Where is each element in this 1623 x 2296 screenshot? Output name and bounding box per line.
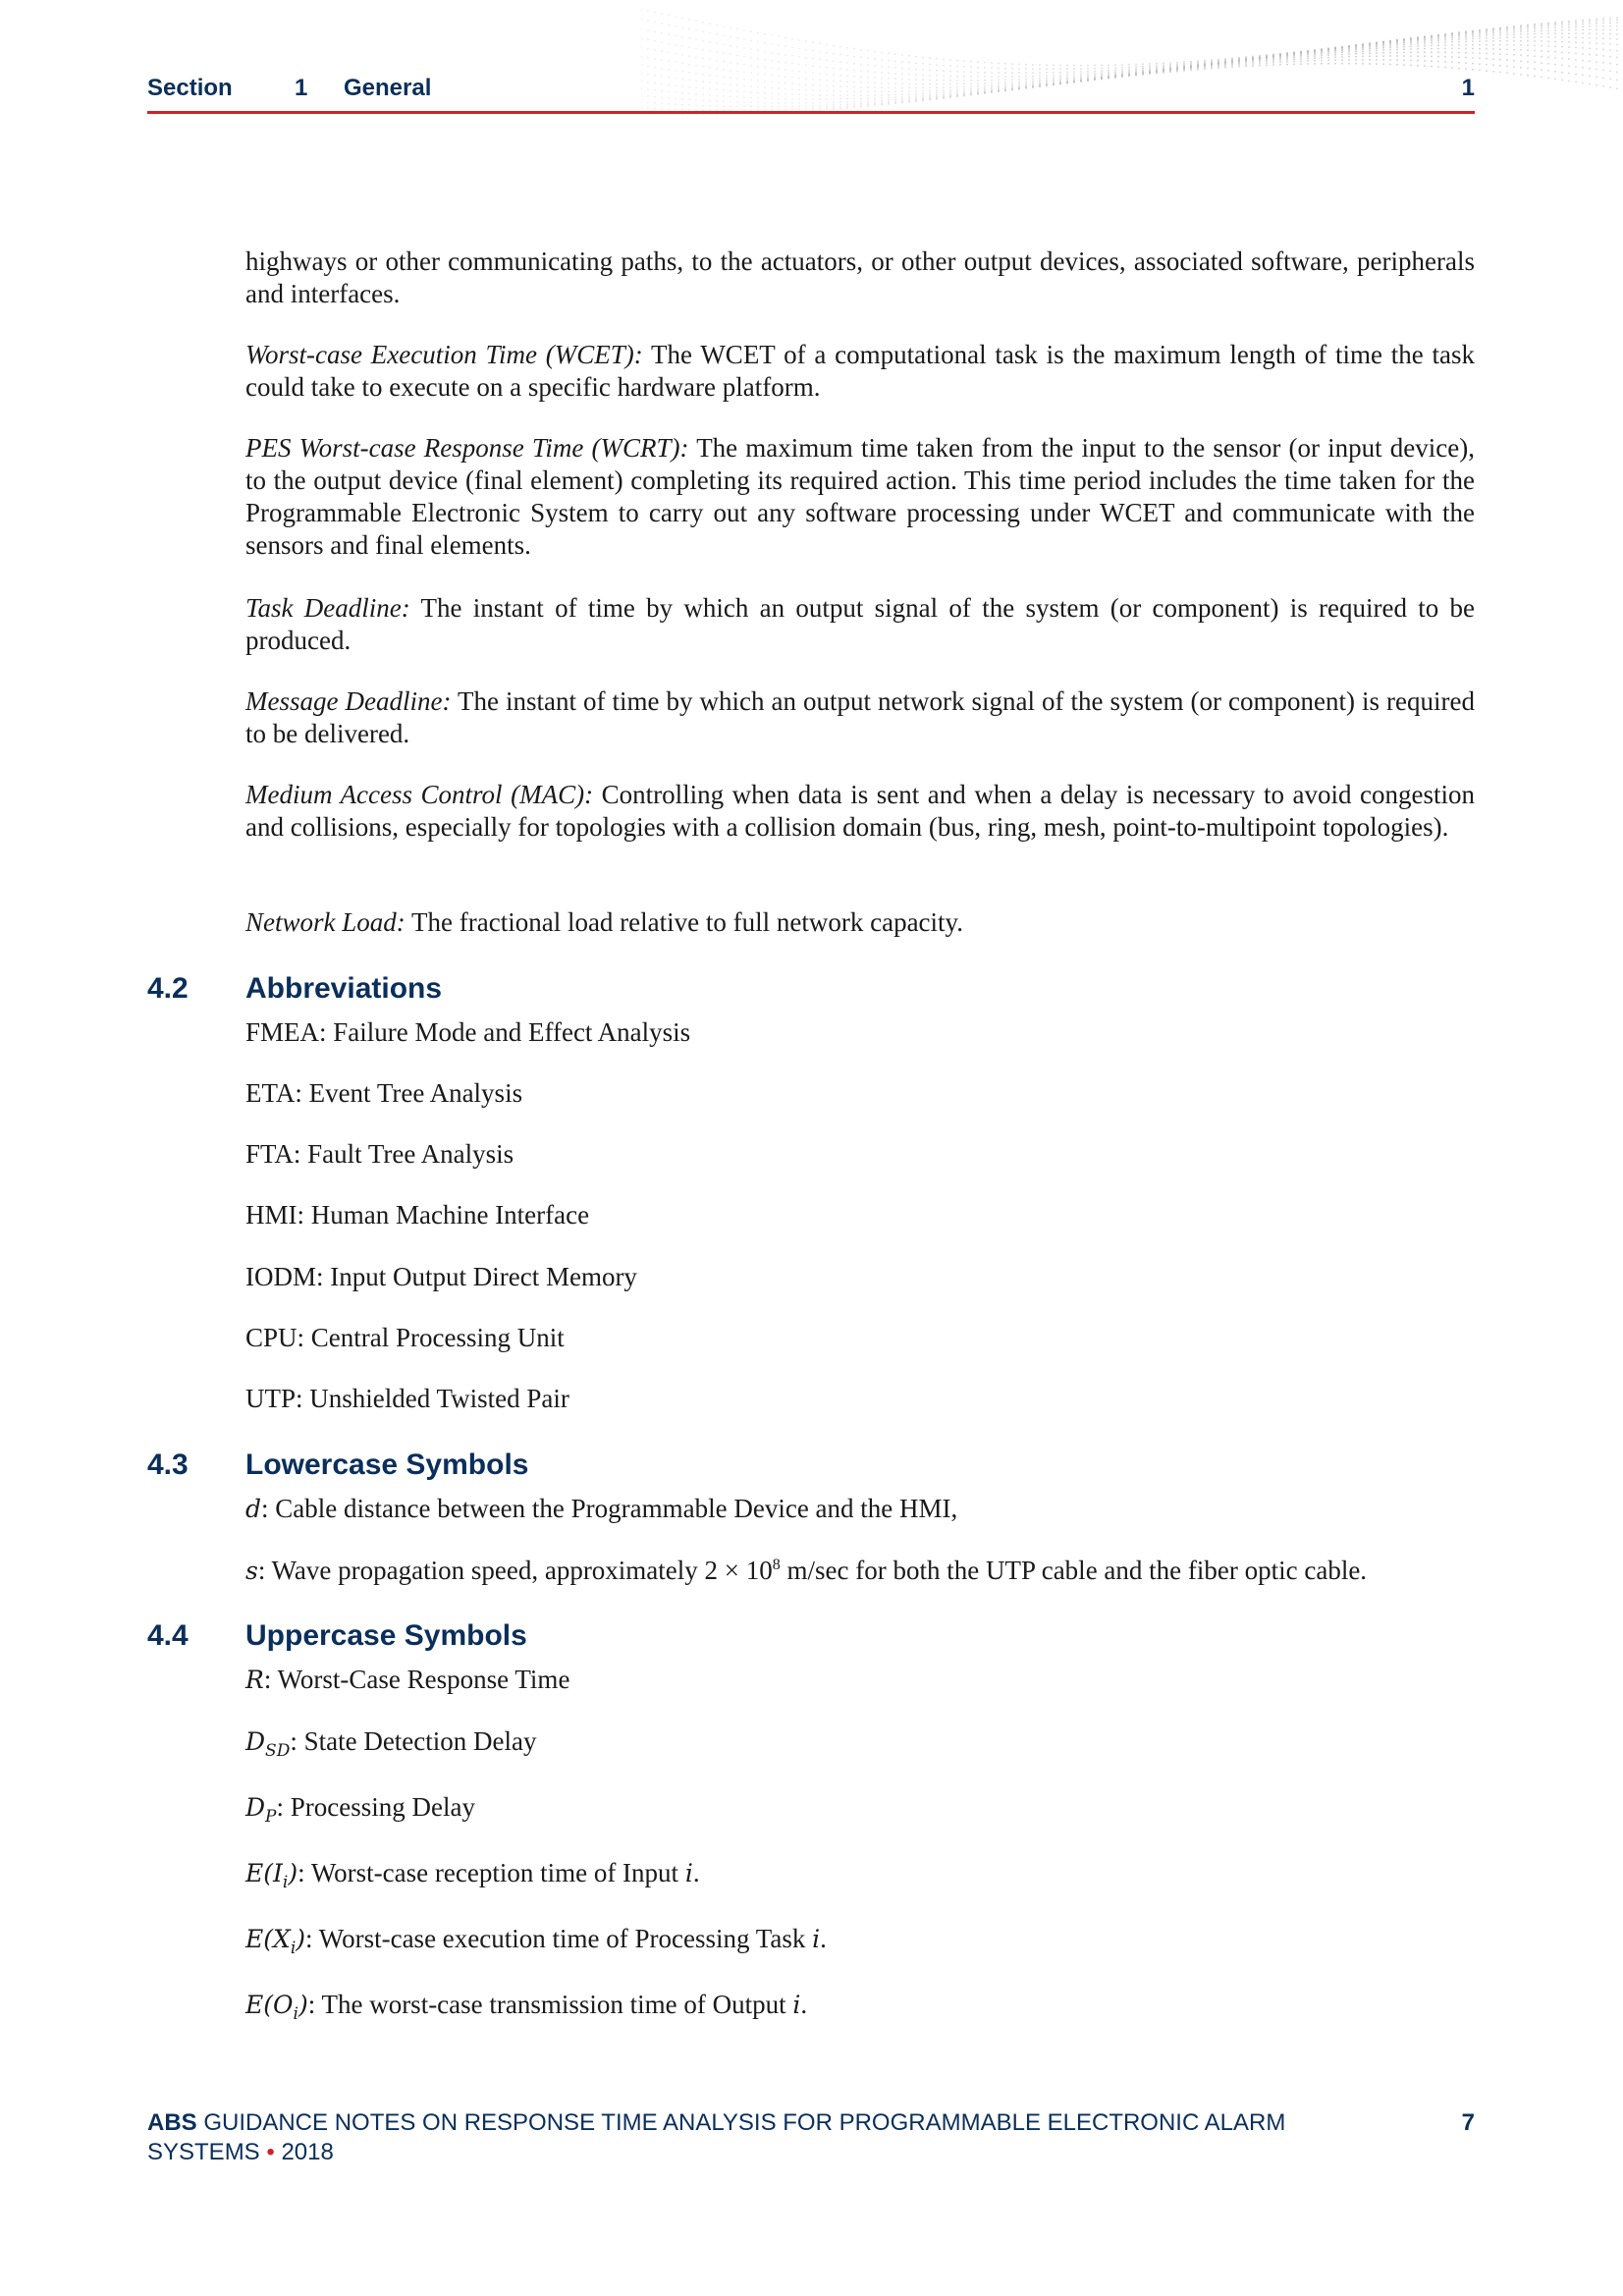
symbol-item	[245, 1989, 807, 2031]
symbol: E(X	[245, 1925, 291, 1953]
symbol-subscript: P	[265, 1807, 277, 1827]
definition-text: highways or other communicating paths, to the actuators, or other output devices, associated software, peripherals and interfaces.	[245, 246, 1475, 308]
abbreviation-item: FTA: Fault Tree Analysis	[245, 1139, 514, 1169]
definition-paragraph	[245, 432, 1475, 562]
section-number: 4.2	[147, 972, 189, 1005]
symbol-subscript: SD	[265, 1741, 291, 1761]
symbol-end: .	[800, 1990, 808, 2019]
symbol: s	[245, 1557, 258, 1585]
symbol-variable: i	[812, 1925, 821, 1953]
symbol-description-tail: m/sec for both the UTP cable and the fiber optic cable.	[780, 1556, 1368, 1585]
symbol: D	[245, 1727, 266, 1756]
definition-term: PES Worst-case Response Time (WCRT):	[245, 433, 689, 463]
symbol-end: .	[820, 1924, 827, 1953]
footer-title-line1: GUIDANCE NOTES ON RESPONSE TIME ANALYSIS FOR PROGRAMMABLE ELECTRONIC ALARM	[196, 2109, 1286, 2136]
symbol-end: .	[692, 1858, 700, 1887]
exponent: 8	[772, 1557, 781, 1573]
symbol-subscript: i	[282, 1873, 289, 1892]
symbol: d	[245, 1495, 262, 1523]
symbol-close: )	[298, 1991, 308, 2019]
definition-text: The fractional load relative to full network capacity.	[405, 907, 964, 937]
section-title: Lowercase Symbols	[245, 1449, 529, 1481]
footer-separator: •	[266, 2139, 275, 2165]
symbol-item	[245, 1857, 700, 1899]
symbol-description: : Processing Delay	[276, 1792, 475, 1822]
symbol-description: : Worst-case reception time of Input	[298, 1858, 685, 1887]
symbol: D	[245, 1793, 266, 1822]
definition-term: Message Deadline:	[245, 686, 452, 716]
page-footer	[147, 2108, 1475, 2167]
abbreviation-item: FMEA: Failure Mode and Effect Analysis	[245, 1017, 691, 1047]
symbol-description: : Wave propagation speed, approximately 2 × 10	[257, 1556, 773, 1585]
page-number: 7	[1461, 2109, 1475, 2136]
definition-text: Controlling when data is sent and when a delay is necessary to avoid congestion and collisions, especially for topologies with a collision domain (bus, ring, mesh, point-to-multipoint topologies).	[245, 780, 1476, 842]
symbol-item	[245, 1923, 827, 1965]
abbreviation-item: UTP: Unshielded Twisted Pair	[245, 1384, 569, 1413]
definition-paragraph	[245, 779, 1475, 844]
definition-paragraph	[245, 246, 1475, 310]
footer-brand: ABS	[147, 2109, 197, 2136]
symbol-item	[245, 1555, 1367, 1587]
footer-title	[147, 2108, 1375, 2167]
section-number: 4.3	[147, 1449, 189, 1481]
section-title: Abbreviations	[245, 972, 443, 1005]
definition-paragraph	[245, 592, 1475, 657]
symbol-subscript: i	[293, 2004, 298, 2024]
definition-paragraph	[245, 685, 1475, 750]
symbol: E(O	[245, 1991, 294, 2019]
symbol-close: )	[296, 1925, 306, 1953]
definition-text: The instant of time by which an output network signal of the system (or component) is required to be delivered.	[245, 686, 1475, 748]
header-section-label: Section	[147, 75, 233, 101]
symbol-description: : Worst-Case Response Time	[263, 1665, 570, 1694]
abbreviation-item: ETA: Event Tree Analysis	[245, 1078, 523, 1108]
definition-text: The WCET of a computational task is the maximum length of time the task could take to execute on a specific hardware platform.	[245, 340, 1475, 402]
section-title: Uppercase Symbols	[245, 1619, 527, 1652]
definition-term: Network Load:	[245, 907, 406, 937]
abbreviation-item: HMI: Human Machine Interface	[245, 1200, 590, 1230]
header-rule	[147, 111, 1475, 114]
symbol-item	[245, 1493, 957, 1525]
symbol-close: )	[288, 1859, 298, 1887]
definition-term: Worst-case Execution Time (WCET):	[245, 340, 643, 369]
symbol-variable: i	[684, 1859, 693, 1887]
symbol-description: : Worst-case execution time of Processing Task	[305, 1924, 813, 1953]
symbol-item	[245, 1725, 537, 1768]
header-section-title: General	[344, 75, 432, 101]
symbol-description: : The worst-case transmission time of Output	[307, 1990, 793, 2019]
symbol-description: : Cable distance between the Programmable Device and the HMI,	[261, 1494, 958, 1523]
symbol-subscript: i	[290, 1939, 297, 1958]
symbol-variable: i	[792, 1991, 801, 2019]
symbol: R	[245, 1666, 264, 1694]
running-header	[147, 75, 1475, 108]
definition-term: Medium Access Control (MAC):	[245, 780, 594, 809]
header-number: 1	[1461, 75, 1475, 101]
footer-title-line2: SYSTEMS	[147, 2139, 260, 2165]
symbol-item	[245, 1791, 475, 1833]
definition-term: Task Deadline:	[245, 593, 410, 623]
symbol-description: : State Detection Delay	[290, 1726, 537, 1756]
definition-paragraph	[245, 906, 1475, 939]
abbreviation-item: CPU: Central Processing Unit	[245, 1323, 565, 1352]
definition-text: The maximum time taken from the input to the sensor (or input device), to the output device (final element) completing its required action. This time period includes the time taken for the Programmable Electronic System to carry out any software processing under WCET and communicate with the sensors and final elements.	[245, 433, 1475, 560]
section-number: 4.4	[147, 1619, 189, 1652]
symbol: E(I	[245, 1859, 283, 1887]
abbreviation-item: IODM: Input Output Direct Memory	[245, 1262, 637, 1291]
footer-year: 2018	[281, 2139, 334, 2165]
definition-text: The instant of time by which an output signal of the system (or component) is required to be produced.	[245, 593, 1475, 655]
definition-paragraph	[245, 339, 1475, 404]
header-section-number: 1	[295, 75, 308, 101]
symbol-item	[245, 1664, 569, 1696]
